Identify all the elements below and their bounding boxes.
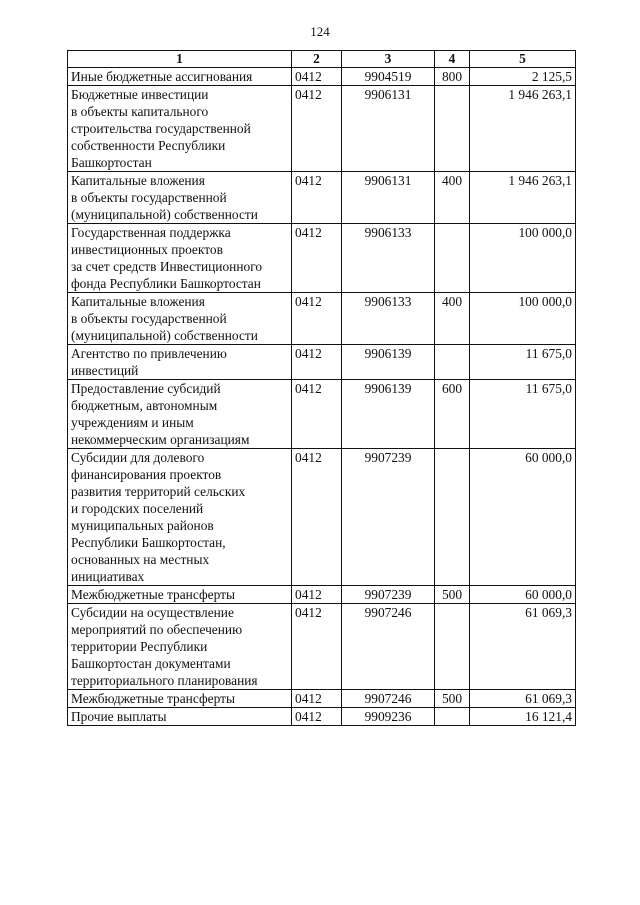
table-row bbox=[68, 86, 576, 172]
table-row bbox=[68, 68, 576, 86]
table-row bbox=[68, 345, 576, 380]
budget-table bbox=[67, 50, 576, 726]
row-name-cell: Иные бюджетные ассигнования bbox=[68, 68, 292, 86]
row-name-cell: Межбюджетные трансферты bbox=[68, 690, 292, 708]
row-expense-kind-cell: 500 bbox=[435, 690, 470, 708]
table-row bbox=[68, 690, 576, 708]
table-row bbox=[68, 708, 576, 726]
row-amount-cell: 61 069,3 bbox=[470, 690, 576, 708]
row-target-code-cell: 9907239 bbox=[342, 449, 435, 586]
row-amount-cell: 1 946 263,1 bbox=[470, 86, 576, 172]
row-expense-kind-cell bbox=[435, 449, 470, 586]
row-name-cell: Предоставление субсидий бюджетным, автономным учреждениям и иным некоммерческим организациям bbox=[68, 380, 292, 449]
row-amount-cell: 100 000,0 bbox=[470, 224, 576, 293]
row-name-cell: Прочие выплаты bbox=[68, 708, 292, 726]
page-number: 124 bbox=[310, 24, 330, 39]
row-section-code-cell: 0412 bbox=[292, 68, 342, 86]
row-section-code-cell: 0412 bbox=[292, 380, 342, 449]
row-name-cell: Государственная поддержка инвестиционных проектов за счет средств Инвестиционного фонда Республики Башкортостан bbox=[68, 224, 292, 293]
row-expense-kind-cell: 500 bbox=[435, 586, 470, 604]
row-expense-kind-cell bbox=[435, 604, 470, 690]
row-amount-cell: 60 000,0 bbox=[470, 586, 576, 604]
row-target-code-cell: 9906139 bbox=[342, 380, 435, 449]
row-expense-kind-cell bbox=[435, 345, 470, 380]
table-body bbox=[68, 68, 576, 726]
row-section-code-cell: 0412 bbox=[292, 293, 342, 345]
row-name-cell: Субсидии для долевого финансирования проектов развития территорий сельских и городских поселений муниципальных районов Республики Башкортостан, основанных на местных инициативах bbox=[68, 449, 292, 586]
row-section-code-cell: 0412 bbox=[292, 690, 342, 708]
table-row bbox=[68, 380, 576, 449]
row-target-code-cell: 9907239 bbox=[342, 586, 435, 604]
row-expense-kind-cell bbox=[435, 708, 470, 726]
row-section-code-cell: 0412 bbox=[292, 224, 342, 293]
row-amount-cell: 61 069,3 bbox=[470, 604, 576, 690]
row-target-code-cell: 9906139 bbox=[342, 345, 435, 380]
row-name-cell: Бюджетные инвестиции в объекты капитального строительства государственной собственности Республики Башкортостан bbox=[68, 86, 292, 172]
row-amount-cell: 1 946 263,1 bbox=[470, 172, 576, 224]
header-col-1: 1 bbox=[68, 51, 292, 68]
header-col-2: 2 bbox=[292, 51, 342, 68]
row-target-code-cell: 9906133 bbox=[342, 293, 435, 345]
row-target-code-cell: 9907246 bbox=[342, 604, 435, 690]
row-section-code-cell: 0412 bbox=[292, 708, 342, 726]
table-row bbox=[68, 449, 576, 586]
row-expense-kind-cell: 600 bbox=[435, 380, 470, 449]
row-amount-cell: 100 000,0 bbox=[470, 293, 576, 345]
row-amount-cell: 2 125,5 bbox=[470, 68, 576, 86]
table-row bbox=[68, 604, 576, 690]
header-col-3: 3 bbox=[342, 51, 435, 68]
row-target-code-cell: 9906131 bbox=[342, 86, 435, 172]
row-section-code-cell: 0412 bbox=[292, 86, 342, 172]
table-row bbox=[68, 586, 576, 604]
row-target-code-cell: 9906131 bbox=[342, 172, 435, 224]
row-name-cell: Межбюджетные трансферты bbox=[68, 586, 292, 604]
row-amount-cell: 11 675,0 bbox=[470, 380, 576, 449]
row-expense-kind-cell: 400 bbox=[435, 293, 470, 345]
header-col-4: 4 bbox=[435, 51, 470, 68]
row-amount-cell: 11 675,0 bbox=[470, 345, 576, 380]
row-expense-kind-cell bbox=[435, 86, 470, 172]
row-name-cell: Субсидии на осуществление мероприятий по обеспечению территории Республики Башкортостан документами территориального планирования bbox=[68, 604, 292, 690]
row-section-code-cell: 0412 bbox=[292, 586, 342, 604]
row-target-code-cell: 9907246 bbox=[342, 690, 435, 708]
row-expense-kind-cell: 800 bbox=[435, 68, 470, 86]
table-row bbox=[68, 224, 576, 293]
row-target-code-cell: 9909236 bbox=[342, 708, 435, 726]
row-amount-cell: 60 000,0 bbox=[470, 449, 576, 586]
row-name-cell: Капитальные вложения в объекты государственной (муниципальной) собственности bbox=[68, 172, 292, 224]
row-amount-cell: 16 121,4 bbox=[470, 708, 576, 726]
row-section-code-cell: 0412 bbox=[292, 172, 342, 224]
row-section-code-cell: 0412 bbox=[292, 449, 342, 586]
header-col-5: 5 bbox=[470, 51, 576, 68]
table-row bbox=[68, 172, 576, 224]
row-section-code-cell: 0412 bbox=[292, 604, 342, 690]
table-row bbox=[68, 293, 576, 345]
row-expense-kind-cell bbox=[435, 224, 470, 293]
row-name-cell: Агентство по привлечению инвестиций bbox=[68, 345, 292, 380]
row-target-code-cell: 9906133 bbox=[342, 224, 435, 293]
row-target-code-cell: 9904519 bbox=[342, 68, 435, 86]
row-expense-kind-cell: 400 bbox=[435, 172, 470, 224]
header-row bbox=[68, 51, 576, 68]
row-section-code-cell: 0412 bbox=[292, 345, 342, 380]
row-name-cell: Капитальные вложения в объекты государственной (муниципальной) собственности bbox=[68, 293, 292, 345]
